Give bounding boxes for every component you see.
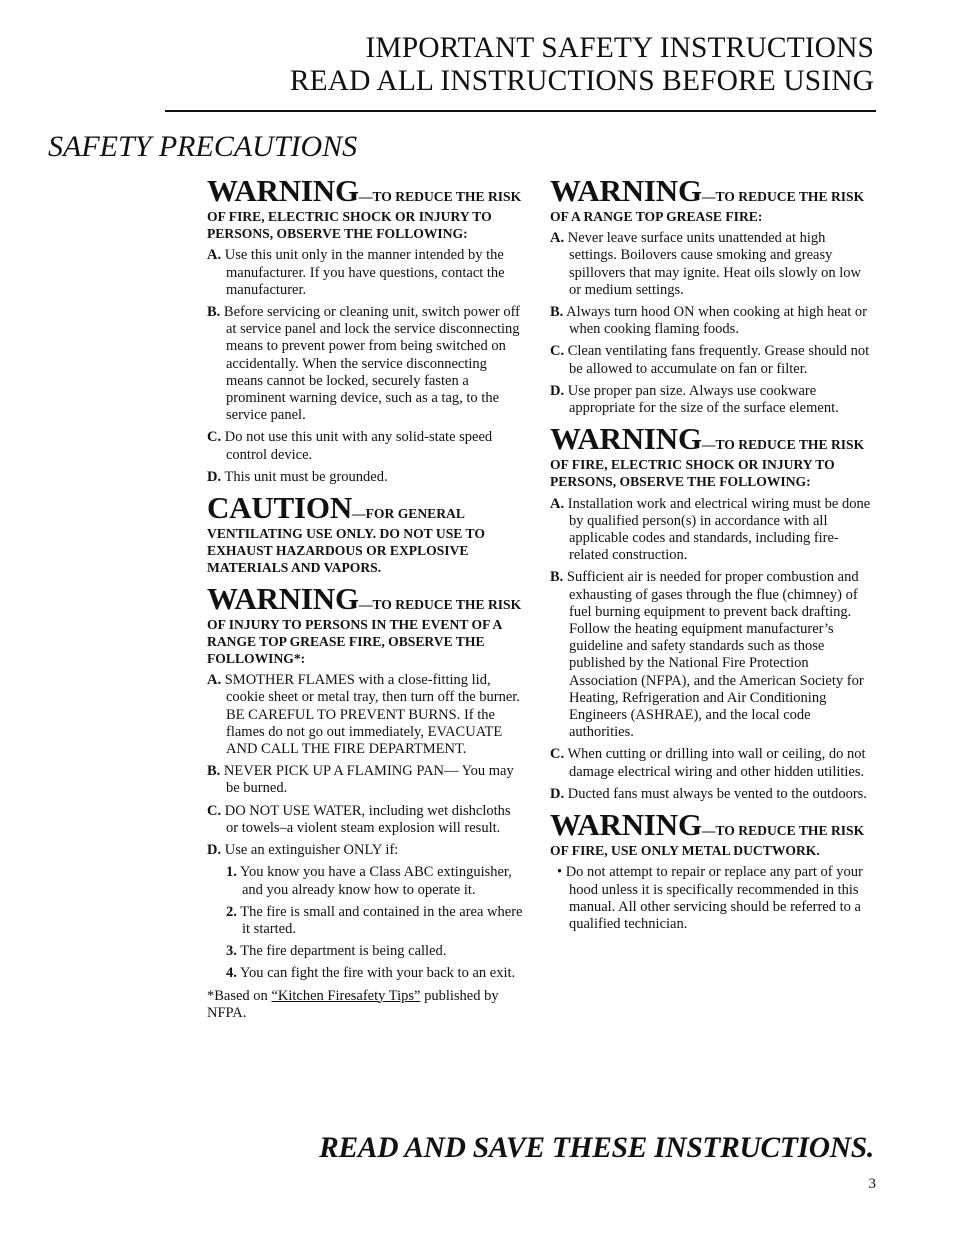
list-item: B. Before servicing or cleaning unit, switch power off at service panel and lock the service disconnecting means to prevent power from being switched on accidentally. When the service disconnecting means cannot be locked, securely fasten a prominent warning device, such as a tag, to the service panel. [207, 304, 521, 424]
right-column [550, 174, 876, 938]
list-item: D. This unit must be grounded. [207, 468, 388, 485]
list-item: A. Use this unit only in the manner intended by the manufacturer. If you have questions, contact the manufacturer. [207, 247, 505, 298]
header-rule [165, 110, 876, 112]
warning-block-ductwork [550, 808, 876, 933]
list-item: C. Do not use this unit with any solid-state speed control device. [207, 429, 493, 463]
warning-block-grease-fire [207, 582, 525, 1022]
list-item: D. Use an extinguisher ONLY if: [207, 842, 399, 859]
warning-heading [207, 174, 525, 242]
footnote-source-link: “Kitchen Firesafety Tips” [271, 987, 421, 1004]
warning-word: WARNING [550, 173, 702, 208]
caution-word: CAUTION [207, 490, 353, 526]
warning-word: WARNING [207, 173, 359, 208]
list-item: B. Always turn hood ON when cooking at high heat or when cooking flaming foods. [550, 304, 867, 338]
warning-heading [207, 582, 525, 668]
list-item: A. Never leave surface units unattended at high settings. Boilovers cause smoking and greasy spillovers that may ignite. Heat oils slowly on low or medium settings. [550, 230, 861, 298]
list-item: C. When cutting or drilling into wall or ceiling, do not damage electrical wiring and other hidden utilities. [550, 746, 866, 780]
list-item: D. Ducted fans must always be vented to the outdoors. [550, 785, 867, 802]
closing-statement: READ AND SAVE THESE INSTRUCTIONS. [319, 1132, 874, 1164]
warning-text: —TO REDUCE THE RISK OF FIRE, USE ONLY METAL DUCTWORK. [550, 823, 865, 859]
page-header [290, 32, 874, 98]
caution-text: —FOR GENERAL VENTILATING USE ONLY. DO NOT USE TO EXHAUST HAZARDOUS OR EXPLOSIVE MATERIALS AND VAPORS. [207, 506, 485, 576]
sub-list-item: 4. You can fight the fire with your back to an exit. [226, 965, 516, 982]
header-line-1: IMPORTANT SAFETY INSTRUCTIONS [365, 32, 874, 64]
warning-text: —TO REDUCE THE RISK OF INJURY TO PERSONS IN THE EVENT OF A RANGE TOP GREASE FIRE, OBSERVE THE FOLLOWING*: [207, 596, 522, 667]
warning-word: WARNING [550, 421, 702, 457]
list-item: B. Sufficient air is needed for proper combustion and exhausting of gases through the flue (chimney) of fuel burning equipment to prevent back drafting. Follow the heating equipment manufacturer’s guideline and safety standards such as those published by the National Fire Protection Association (NFPA), and the American Society for Heating, Refrigeration and Air Conditioning Engineers (ASHRAE), and the local code authorities. [550, 569, 864, 741]
caution-block [207, 491, 525, 577]
left-column [207, 174, 525, 1026]
sub-list-item: 3. The fire department is being called. [226, 943, 447, 960]
list-item: D. Use proper pan size. Always use cookware appropriate for the size of the surface element. [550, 382, 839, 417]
warning-text: —TO REDUCE THE RISK OF A RANGE TOP GREASE FIRE: [550, 189, 865, 224]
warning-text: —TO REDUCE THE RISK OF FIRE, ELECTRIC SHOCK OR INJURY TO PERSONS, OBSERVE THE FOLLOWING: [550, 437, 865, 490]
list-item: C. DO NOT USE WATER, including wet dishcloths or towels–a violent steam explosion will result. [207, 802, 511, 836]
warning-text: —TO REDUCE THE RISK OF FIRE, ELECTRIC SHOCK OR INJURY TO PERSONS, OBSERVE THE FOLLOWING: [207, 189, 522, 242]
warning-heading [550, 808, 876, 859]
warning-block-electric [207, 174, 525, 486]
list-item: B. NEVER PICK UP A FLAMING PAN— You may be burned. [207, 763, 514, 797]
sub-list-item: 1. You know you have a Class ABC extinguisher, and you already know how to operate it. [226, 864, 512, 898]
warning-block-installation [550, 422, 876, 803]
caution-heading [207, 491, 525, 577]
bullet-icon: • [557, 864, 563, 881]
sub-list-item: 2. The fire is small and contained in the area where it started. [226, 903, 523, 937]
warning-block-range-top [550, 174, 876, 417]
warning-word: WARNING [207, 580, 359, 616]
list-item: A. Installation work and electrical wiring must be done by qualified person(s) in accordance with all applicable codes and standards, including fire-related construction. [550, 495, 871, 564]
header-line-2: READ ALL INSTRUCTIONS BEFORE USING [289, 65, 874, 97]
warning-word: WARNING [550, 807, 702, 843]
list-item: C. Clean ventilating fans frequently. Grease should not be allowed to accumulate on fan or filter. [550, 343, 870, 377]
section-title: SAFETY PRECAUTIONS [48, 130, 358, 163]
warning-heading [550, 174, 876, 225]
footnote: *Based on “Kitchen Firesafety Tips” published by NFPA. [207, 987, 499, 1021]
warning-heading [550, 422, 876, 490]
list-item: A. SMOTHER FLAMES with a close-fitting lid, cookie sheet or metal tray, then turn off the burner. BE CAREFUL TO PREVENT BURNS. If the flames do not go out immediately, EVACUATE AND CALL THE FIRE DEPARTMENT. [207, 672, 520, 758]
bullet-item: • Do not attempt to repair or replace any part of your hood unless it is specifically recommended in this manual. All other servicing should be referred to a qualified technician. [557, 864, 863, 932]
page-number: 3 [868, 1176, 876, 1192]
